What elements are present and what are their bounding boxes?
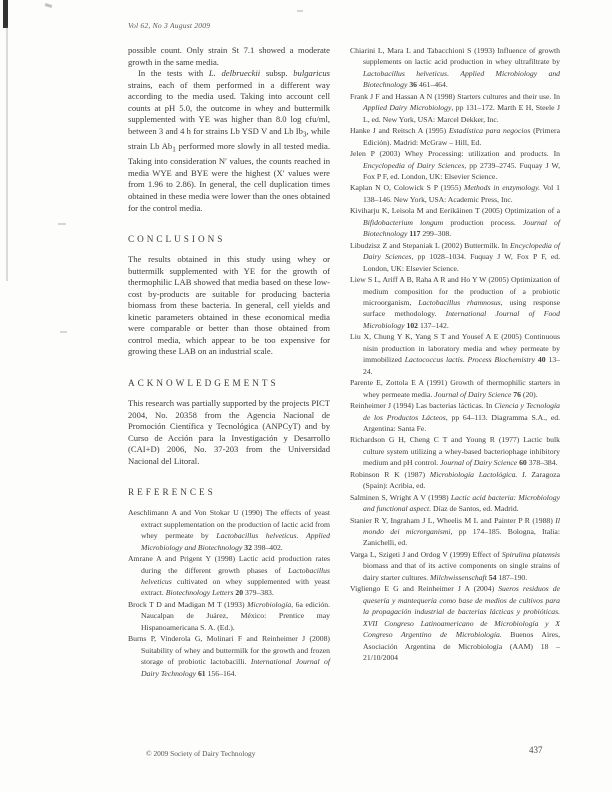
scan-artifact-edge-bar [3,0,8,28]
content-columns [128,45,560,679]
scan-artifact-dash [60,331,67,333]
left-column [128,45,330,679]
reference-item: Frank J F and Hassan A N (1998) Starters cultures and their use. In Applied Dairy Microbiology, pp 131–172. Marth E H, Steele J L, ed. New York, USA: Marcel Dekker, Inc. [350,91,560,124]
acknowledgements-paragraph: This research was partially supported by the projects PICT 2004, No. 20358 from the Agencia Nacional de Promoción Científica y Tecnológica (ANPCyT) and by Curso de Acción para la Investigación y Desarrollo (CAI+D) 2006, No. 37-203 from the Universidad Nacional del Litoral. [128,398,330,466]
right-column [350,45,560,679]
page-number: 437 [529,745,543,755]
reference-item: Stanier R Y, Ingraham J L, Wheelis M L and Painter P R (1988) Il mondo dei microrganismi, pp 174–185. Bologna, Italia: Zanichelli, ed. [350,515,560,548]
reference-item: Liew S L, Ariff A B, Raha A R and Ho Y W (2005) Optimization of medium composition for the production of a probiotic microorganism, Lactobacillus rhamnosus, using response surface methodology. International Journal of Food Microbiology 102 137–142. [350,275,560,330]
journal-header: Vol 62, No 3 August 2009 [128,21,211,30]
reference-list-right [350,45,560,663]
references-heading: REFERENCES [128,487,216,498]
reference-item: Libudzisz Z and Stepaniak L (2002) Buttermilk. In Encyclopedia of Dairy Sciences, pp 1028–1034. Fuquay J W, Fox P F, ed. London, UK: Elsevier Science. [350,240,560,273]
reference-item: Kaplan N O, Colowick S P (1955) Methods in enzymology. Vol 1 138–146. New York, USA: Academic Press, Inc. [350,183,560,204]
reference-item: Hanke J and Reitsch A (1995) Estadística para negocios (Primera Edición). Madrid: McGraw – Hill, Ed. [350,126,560,147]
reference-item: Robinson R K (1987) Microbiología Lactológica. I. Zaragoza (Spain): Acribia, ed. [350,469,561,491]
reference-item: Salminen S, Wright A V (1998) Lactic acid bacteria: Microbiology and functional aspect. Díaz de Santos, ed. Madrid. [350,492,560,514]
reference-item: Chiarini L, Mara L and Tabacchioni S (1993) Influence of growth supplements on lactic acid production in whey ultrafiltrate by Lactobacillus helveticus. Applied Microbiology and Biotechnology 36 461–464. [350,46,561,90]
scan-artifact-edge-line [6,26,8,281]
intro-paragraph-2: In the tests with L. delbrueckii subsp. bulgaricus strains, each of them performed in a different way according to the media used. Taking into account cell counts at pH 5.0, the outcome in whey and buttermilk supplemented with YE was higher than 8.0 log cfu/ml, between 3 and 4 h for strains Lb YSD V and Lb $Ib_3$, while strain Lb $Ab_1$ performed more slowly in all tested media. Taking into consideration N′ values, the counts reached in media WYE and BYE were the highest (X′ values were from 1.96 to 2.86). In general, the cell duplication times obtained in these media were lower than the ones obtained for the control media. [128,68,331,213]
reference-item: Vigliengo E G and Reinheimer J A (2004) Sueros residuos de quesería y mantequería como base de medios de cultivos para la propagación industrial de bacterias lácticas y probióticas. XVII Congreso Latinoamericano de Microbiología y X Congreso Argentino de Microbiología. Buenos Aires, Asociación Argentina de Microbiología (AAM) 18 – 21/10/2004 [350,584,560,663]
reference-item: Richardson G H, Cheng C T and Young R (1977) Lactic bulk culture system utilizing a whey-based bacteriophage inhibitory medium and pH control. Journal of Dairy Science 60 378–384. [350,435,560,468]
reference-item: Liu X, Chung Y K, Yang S T and Yousef A E (2005) Continuous nisin production in laboratory media and whey permeate by immobilized Lactococcus lactis. Process Biochemistry 40 13–24. [350,332,561,376]
conclusions-heading: CONCLUSIONS [128,234,226,245]
scan-artifact-speck [297,10,303,12]
footer-copyright: © 2009 Society of Dairy Technology [146,749,256,758]
reference-item: Kiviharju K, Leisola M and Eerikäinen T (2005) Optimization of a Bifidobacterium longum production process. Journal of Biotechnology 117 299–308. [350,206,560,239]
reference-item: Aeschlimann A and Von Stokar U (1990) The effects of yeast extract supplementation on the production of lactic acid from whey permeate by Lactobacillus helveticus. Applied Microbiology and Biotechnology 32 398–402. [128,508,330,552]
reference-item: Reinheimer J (1994) Las bacterias lácticas. In Ciencia y Tecnología de los Productos Lácteos, pp 64–113. Diagramma S.A., ed. Argentina: Santa Fe. [350,401,560,433]
reference-item: Parente E, Zottola E A (1991) Growth of thermophilic starters in whey permeate media. Journal of Dairy Science 76 (20). [350,378,560,399]
scan-artifact-dash [58,223,66,225]
reference-item: Burns P, Vinderola G, Molinari F and Reinheimer J (2008) Suitability of whey and buttermilk for the growth and frozen storage of probiotic lactobacilli. International Journal of Dairy Technology 61 156–164. [128,634,330,678]
scan-artifact-speck [45,3,53,8]
acknowledgements-heading: ACKNOWLEDGEMENTS [128,378,279,389]
reference-item: Brock T D and Madigan M T (1993) Microbiología, 6a edición. Naucalpan de Juárez, México: Prentice may Hispanoamericana S. A. (Ed.). [128,599,330,632]
conclusions-paragraph: The results obtained in this study using whey or buttermilk supplemented with YE for the growth of thermophilic LAB showed that media based on these low-cost by-products are suitable for producing bacteria biomass from these bacteria. In general, cell yields and kinetic parameters obtained in these economical media were comparable or better than those obtained from control media, which appear to be too expensive for growing these LAB on an industrial scale. [128,254,330,357]
intro-paragraph-1: possible count. Only strain St 7.1 showed a moderate growth in the same media. [128,45,330,67]
reference-list-left [128,507,330,679]
reference-item: Amrane A and Prigent Y (1998) Lactic acid production rates during the different growth phases of Lactobacillus helveticus cultivated on whey supplemented with yeast extract. Biotechnology Letters 20 379–383. [128,554,330,598]
reference-item: Varga L, Szigeti J and Ordog V (1999) Effect of Spirulina platensis biomass and that of its active components on single strains of dairy starter cultures. Milchwissenschaft 54 187–190. [350,549,561,582]
reference-item: Jelen P (2003) Whey Processing: utilization and products. In Encyclopedia of Dairy Sciences, pp 2739–2745. Fuquay J W, Fox P F, ed. London, UK: Elsevier Science. [350,149,560,181]
